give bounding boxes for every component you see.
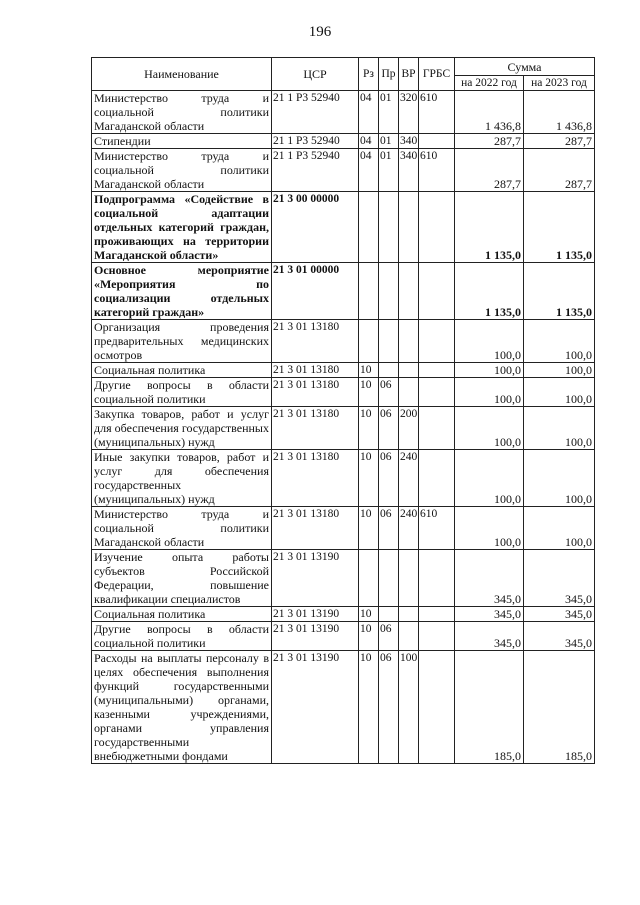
row-grbs [419, 134, 455, 149]
row-name: Подпрограмма «Содействие в социальной адаптации отдельных категорий граждан, проживающих на территории Магаданской области» [92, 192, 272, 263]
table-row [92, 363, 595, 378]
header-year-2022: на 2022 год [455, 76, 524, 91]
table-body [92, 91, 595, 764]
table-row [92, 192, 595, 263]
row-csr: 21 3 01 13180 [272, 320, 359, 363]
row-name: Министерство труда и социальной политики Магаданской области [92, 149, 272, 192]
row-rz: 10 [359, 378, 379, 407]
row-sum-2022: 1 135,0 [455, 192, 524, 263]
row-pr: 06 [379, 651, 399, 764]
row-rz [359, 263, 379, 320]
row-grbs [419, 192, 455, 263]
row-csr: 21 3 01 13190 [272, 607, 359, 622]
row-csr: 21 3 01 13190 [272, 550, 359, 607]
row-pr: 06 [379, 450, 399, 507]
row-grbs [419, 263, 455, 320]
row-grbs [419, 450, 455, 507]
row-pr [379, 550, 399, 607]
row-rz: 10 [359, 363, 379, 378]
row-sum-2022: 287,7 [455, 134, 524, 149]
row-rz: 04 [359, 134, 379, 149]
row-vr [399, 607, 419, 622]
row-name: Стипендии [92, 134, 272, 149]
row-name: Министерство труда и социальной политики Магаданской области [92, 91, 272, 134]
row-sum-2022: 100,0 [455, 363, 524, 378]
row-vr: 240 [399, 450, 419, 507]
row-csr: 21 3 01 00000 [272, 263, 359, 320]
row-sum-2022: 345,0 [455, 607, 524, 622]
row-csr: 21 1 Р3 52940 [272, 91, 359, 134]
row-rz: 10 [359, 622, 379, 651]
row-rz [359, 192, 379, 263]
row-pr [379, 192, 399, 263]
row-name: Расходы на выплаты персоналу в целях обеспечения выполнения функций государственными (муниципальными) органами, казенными учреждениями, органами управления государственными внебюджетными фондами [92, 651, 272, 764]
table-row [92, 134, 595, 149]
row-csr: 21 3 01 13180 [272, 507, 359, 550]
row-sum-2023: 100,0 [524, 320, 595, 363]
header-csr: ЦСР [272, 58, 359, 91]
table-row [92, 263, 595, 320]
row-rz: 04 [359, 91, 379, 134]
table-row [92, 450, 595, 507]
row-vr: 100 [399, 651, 419, 764]
row-grbs [419, 378, 455, 407]
row-rz: 10 [359, 607, 379, 622]
row-csr: 21 3 00 00000 [272, 192, 359, 263]
row-sum-2023: 1 436,8 [524, 91, 595, 134]
row-sum-2023: 345,0 [524, 622, 595, 651]
table-row [92, 320, 595, 363]
row-vr [399, 192, 419, 263]
row-sum-2022: 1 436,8 [455, 91, 524, 134]
row-sum-2022: 100,0 [455, 320, 524, 363]
row-sum-2023: 185,0 [524, 651, 595, 764]
row-grbs: 610 [419, 507, 455, 550]
header-year-2023: на 2023 год [524, 76, 595, 91]
row-rz: 10 [359, 507, 379, 550]
row-csr: 21 3 01 13190 [272, 651, 359, 764]
page-number: 196 [308, 24, 332, 40]
header-name: Наименование [92, 58, 272, 91]
row-pr [379, 607, 399, 622]
table-row [92, 378, 595, 407]
row-sum-2022: 345,0 [455, 550, 524, 607]
header-grbs: ГРБС [419, 58, 455, 91]
row-sum-2022: 345,0 [455, 622, 524, 651]
row-csr: 21 3 01 13180 [272, 450, 359, 507]
table-row [92, 607, 595, 622]
row-grbs: 610 [419, 149, 455, 192]
row-grbs [419, 622, 455, 651]
row-rz: 10 [359, 407, 379, 450]
row-name: Другие вопросы в области социальной политики [92, 378, 272, 407]
budget-table [91, 57, 595, 764]
row-grbs [419, 363, 455, 378]
row-vr: 320 [399, 91, 419, 134]
table-row [92, 550, 595, 607]
row-sum-2023: 1 135,0 [524, 192, 595, 263]
row-pr [379, 363, 399, 378]
row-sum-2022: 100,0 [455, 378, 524, 407]
table-row [92, 149, 595, 192]
row-name: Основное мероприятие «Мероприятия по социализации отдельных категорий граждан» [92, 263, 272, 320]
row-csr: 21 3 01 13180 [272, 407, 359, 450]
row-name: Социальная политика [92, 607, 272, 622]
header-rz: Рз [359, 58, 379, 91]
row-rz: 10 [359, 450, 379, 507]
header-sum: Сумма [455, 58, 595, 76]
row-vr [399, 378, 419, 407]
row-pr: 01 [379, 134, 399, 149]
row-rz [359, 550, 379, 607]
row-csr: 21 3 01 13180 [272, 378, 359, 407]
row-sum-2023: 287,7 [524, 134, 595, 149]
row-grbs [419, 550, 455, 607]
row-sum-2023: 100,0 [524, 450, 595, 507]
header-pr: Пр [379, 58, 399, 91]
row-vr [399, 263, 419, 320]
row-grbs [419, 651, 455, 764]
row-name: Социальная политика [92, 363, 272, 378]
row-sum-2023: 345,0 [524, 607, 595, 622]
row-name: Организация проведения предварительных медицинских осмотров [92, 320, 272, 363]
row-pr: 06 [379, 407, 399, 450]
row-csr: 21 1 Р3 52940 [272, 149, 359, 192]
row-grbs [419, 407, 455, 450]
table-header [92, 58, 595, 91]
table-row [92, 507, 595, 550]
row-vr: 340 [399, 149, 419, 192]
row-csr: 21 3 01 13180 [272, 363, 359, 378]
row-csr: 21 3 01 13190 [272, 622, 359, 651]
row-pr: 01 [379, 91, 399, 134]
row-grbs [419, 320, 455, 363]
row-rz: 10 [359, 651, 379, 764]
row-pr: 06 [379, 378, 399, 407]
row-rz [359, 320, 379, 363]
row-vr: 340 [400, 135, 418, 147]
row-sum-2022: 1 135,0 [455, 263, 524, 320]
row-name: Министерство труда и социальной политики Магаданской области [92, 507, 272, 550]
row-csr: 21 1 Р3 52940 [272, 134, 359, 149]
row-vr [399, 320, 419, 363]
row-sum-2022: 100,0 [455, 507, 524, 550]
row-vr: 200 [399, 407, 419, 450]
row-vr [399, 550, 419, 607]
row-name: Изучение опыта работы субъектов Российской Федерации, повышение квалификации специалистов [92, 550, 272, 607]
row-vr [399, 622, 419, 651]
header-vr: ВР [399, 58, 419, 91]
row-sum-2023: 345,0 [524, 550, 595, 607]
row-pr: 01 [379, 149, 399, 192]
row-sum-2023: 100,0 [524, 507, 595, 550]
table-row [92, 91, 595, 134]
row-grbs [419, 607, 455, 622]
row-pr: 06 [379, 507, 399, 550]
row-name: Другие вопросы в области социальной политики [92, 622, 272, 651]
row-sum-2022: 100,0 [455, 450, 524, 507]
row-sum-2023: 100,0 [524, 407, 595, 450]
row-vr: 240 [399, 507, 419, 550]
row-sum-2023: 1 135,0 [524, 263, 595, 320]
table-row [92, 407, 595, 450]
row-sum-2022: 185,0 [455, 651, 524, 764]
row-sum-2023: 100,0 [524, 378, 595, 407]
row-grbs: 610 [419, 91, 455, 134]
row-pr: 06 [379, 622, 399, 651]
row-sum-2022: 287,7 [455, 149, 524, 192]
row-name: Закупка товаров, работ и услуг для обеспечения государственных (муниципальных) нужд [92, 407, 272, 450]
row-name: Иные закупки товаров, работ и услуг для обеспечения государственных (муниципальных) нужд [92, 450, 272, 507]
table-row [92, 651, 595, 764]
row-pr [379, 263, 399, 320]
row-pr [379, 320, 399, 363]
row-sum-2023: 100,0 [524, 363, 595, 378]
row-rz: 04 [359, 149, 379, 192]
table-row [92, 622, 595, 651]
row-vr [399, 363, 419, 378]
row-sum-2023: 287,7 [524, 149, 595, 192]
row-sum-2022: 100,0 [455, 407, 524, 450]
